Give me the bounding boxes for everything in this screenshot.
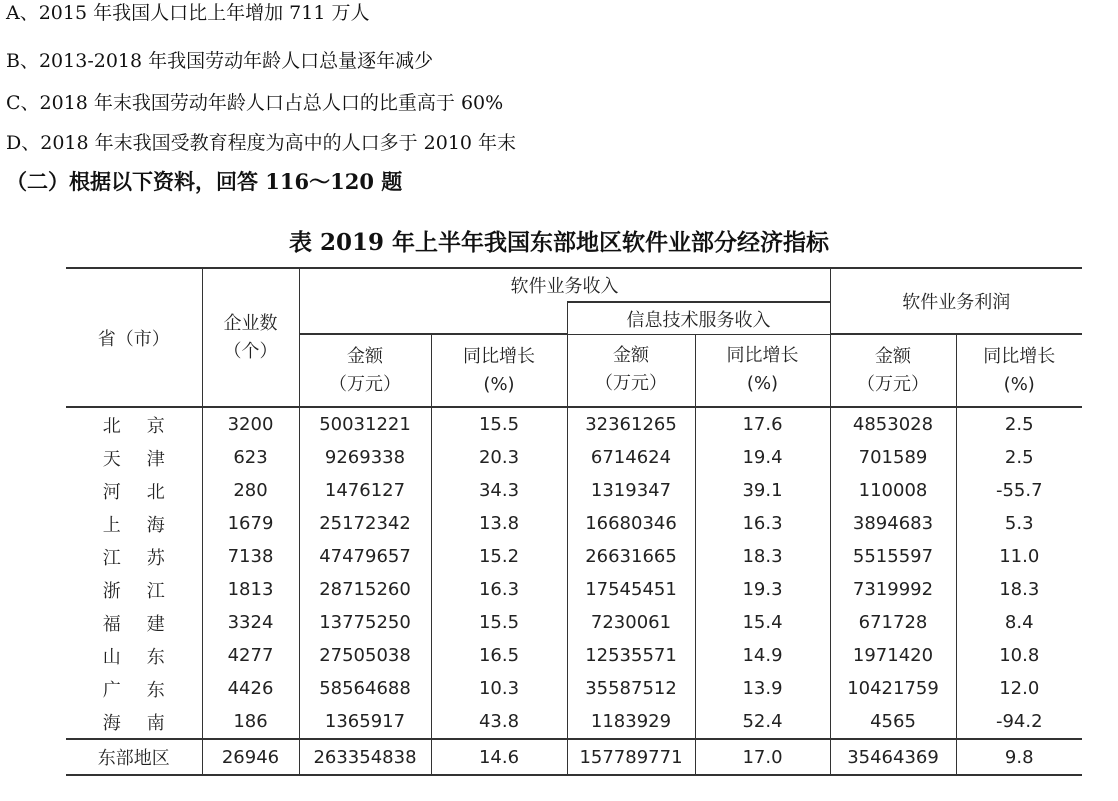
table-row (66, 407, 1082, 441)
cell-revenue: 13775250 (299, 606, 431, 639)
cell-province: 广东 (102, 679, 191, 701)
header-it-amount (567, 334, 695, 407)
table-row (66, 705, 1082, 739)
cell-it-growth: 17.0 (695, 739, 830, 775)
table-caption: 表 2019 年上半年我国东部地区软件业部分经济指标 (288, 229, 830, 256)
growth-label: 同比增长 (463, 345, 535, 367)
cell-it-growth: 19.4 (695, 441, 830, 474)
cell-province: 浙江 (102, 580, 191, 602)
header-province: 省（市） (66, 268, 202, 407)
amount-label: 金额 (347, 345, 383, 367)
cell-revenue: 25172342 (299, 507, 431, 540)
option-c: C、2018 年末我国劳动年龄人口占总人口的比重高于 60% (6, 92, 504, 114)
cell-province: 东部地区 (66, 739, 202, 775)
amount-unit: （万元） (595, 373, 667, 395)
cell-profit-growth: -94.2 (956, 705, 1082, 739)
cell-it-revenue: 26631665 (567, 540, 695, 573)
growth-label: 同比增长 (983, 345, 1056, 367)
option-d: D、2018 年末我国受教育程度为高中的人口多于 2010 年末 (6, 132, 517, 154)
cell-enterprises: 623 (202, 441, 299, 474)
cell-it-growth: 14.9 (695, 639, 830, 672)
table-row (66, 573, 1082, 606)
cell-profit: 3894683 (830, 507, 956, 540)
cell-it-growth: 39.1 (695, 474, 830, 507)
cell-revenue: 47479657 (299, 540, 431, 573)
cell-profit-growth: 11.0 (956, 540, 1082, 573)
cell-revenue: 9269338 (299, 441, 431, 474)
cell-it-revenue: 32361265 (567, 407, 695, 441)
header-software-revenue: 软件业务收入 (299, 268, 830, 302)
header-spacer (299, 302, 567, 334)
cell-enterprises: 280 (202, 474, 299, 507)
cell-revenue: 58564688 (299, 672, 431, 705)
header-revenue-amount (299, 334, 431, 407)
cell-revenue-growth: 20.3 (431, 441, 567, 474)
cell-province: 福建 (102, 613, 191, 635)
cell-revenue-growth: 15.2 (431, 540, 567, 573)
option-a: A、2015 年我国人口比上年增加 711 万人 (6, 2, 370, 24)
cell-profit: 110008 (830, 474, 956, 507)
growth-unit: (%) (483, 373, 515, 395)
amount-unit: （万元） (329, 373, 401, 395)
cell-province: 北京 (66, 407, 202, 441)
cell-revenue-growth: 15.5 (431, 606, 567, 639)
table-row (66, 672, 1082, 705)
cell-revenue-growth: 15.5 (431, 407, 567, 441)
cell-it-growth: 18.3 (695, 540, 830, 573)
header-it-growth (695, 334, 830, 407)
header-profit-amount (830, 334, 956, 407)
economic-indicators-table (66, 267, 1082, 776)
cell-enterprises: 26946 (202, 739, 299, 775)
cell-profit-growth: 12.0 (956, 672, 1082, 705)
cell-profit: 4853028 (830, 407, 956, 441)
cell-enterprises: 3200 (202, 407, 299, 441)
cell-profit-growth: 18.3 (956, 573, 1082, 606)
cell-revenue: 50031221 (299, 407, 431, 441)
cell-revenue-growth: 13.8 (431, 507, 567, 540)
amount-label: 金额 (613, 345, 649, 367)
cell-revenue-growth: 34.3 (431, 474, 567, 507)
cell-province: 天津 (102, 448, 191, 470)
cell-enterprises: 7138 (202, 540, 299, 573)
table-row (66, 441, 1082, 474)
cell-it-revenue: 1183929 (567, 705, 695, 739)
growth-label: 同比增长 (726, 345, 799, 367)
cell-it-revenue: 6714624 (567, 441, 695, 474)
cell-revenue-growth: 43.8 (431, 705, 567, 739)
cell-profit-growth: 2.5 (956, 441, 1082, 474)
cell-it-growth: 15.4 (695, 606, 830, 639)
cell-it-growth: 16.3 (695, 507, 830, 540)
amount-label: 金额 (875, 345, 911, 367)
header-enterprises-unit: （个） (223, 340, 278, 362)
table-row (66, 639, 1082, 672)
cell-enterprises: 4277 (202, 639, 299, 672)
cell-it-growth: 13.9 (695, 672, 830, 705)
cell-profit: 1971420 (830, 639, 956, 672)
option-b: B、2013-2018 年我国劳动年龄人口总量逐年减少 (6, 50, 434, 72)
cell-revenue: 27505038 (299, 639, 431, 672)
cell-province: 江苏 (102, 547, 191, 569)
cell-profit: 4565 (830, 705, 956, 739)
cell-it-growth: 52.4 (695, 705, 830, 739)
cell-profit: 10421759 (830, 672, 956, 705)
cell-province: 海南 (102, 712, 191, 734)
cell-enterprises: 1813 (202, 573, 299, 606)
cell-profit-growth: -55.7 (956, 474, 1082, 507)
cell-revenue: 28715260 (299, 573, 431, 606)
cell-profit-growth: 5.3 (956, 507, 1082, 540)
cell-profit: 7319992 (830, 573, 956, 606)
cell-province: 山东 (102, 646, 191, 668)
table-row (66, 540, 1082, 573)
cell-revenue: 1476127 (299, 474, 431, 507)
cell-it-revenue: 1319347 (567, 474, 695, 507)
growth-unit: (%) (746, 373, 779, 395)
table-row (66, 606, 1082, 639)
header-software-profit: 软件业务利润 (830, 268, 1082, 334)
cell-it-revenue: 12535571 (567, 639, 695, 672)
header-enterprises (202, 268, 299, 407)
cell-revenue: 1365917 (299, 705, 431, 739)
cell-enterprises: 1679 (202, 507, 299, 540)
cell-it-revenue: 157789771 (567, 739, 695, 775)
header-profit-growth (956, 334, 1082, 407)
cell-profit-growth: 9.8 (956, 739, 1082, 775)
cell-revenue-growth: 10.3 (431, 672, 567, 705)
cell-enterprises: 186 (202, 705, 299, 739)
cell-revenue-growth: 14.6 (431, 739, 567, 775)
table-row (66, 507, 1082, 540)
cell-profit: 701589 (830, 441, 956, 474)
table-row (66, 474, 1082, 507)
section-heading: （二）根据以下资料，回答 116～120 题 (6, 169, 403, 194)
cell-it-revenue: 16680346 (567, 507, 695, 540)
cell-profit: 35464369 (830, 739, 956, 775)
header-revenue-growth (431, 334, 567, 407)
cell-it-growth: 17.6 (695, 407, 830, 441)
cell-profit: 671728 (830, 606, 956, 639)
cell-it-revenue: 17545451 (567, 573, 695, 606)
cell-revenue-growth: 16.5 (431, 639, 567, 672)
header-it-service-revenue: 信息技术服务收入 (567, 302, 830, 334)
cell-profit-growth: 10.8 (956, 639, 1082, 672)
cell-enterprises: 4426 (202, 672, 299, 705)
cell-enterprises: 3324 (202, 606, 299, 639)
cell-it-revenue: 35587512 (567, 672, 695, 705)
amount-unit: （万元） (857, 373, 929, 395)
header-enterprises-label: 企业数 (223, 312, 278, 334)
cell-revenue: 263354838 (299, 739, 431, 775)
growth-unit: (%) (1003, 373, 1035, 395)
cell-it-growth: 19.3 (695, 573, 830, 606)
cell-province: 河北 (102, 481, 191, 503)
total-row (66, 739, 1082, 775)
cell-profit: 5515597 (830, 540, 956, 573)
cell-profit-growth: 8.4 (956, 606, 1082, 639)
cell-revenue-growth: 16.3 (431, 573, 567, 606)
cell-profit-growth: 2.5 (956, 407, 1082, 441)
cell-province: 上海 (102, 514, 191, 536)
cell-it-revenue: 7230061 (567, 606, 695, 639)
